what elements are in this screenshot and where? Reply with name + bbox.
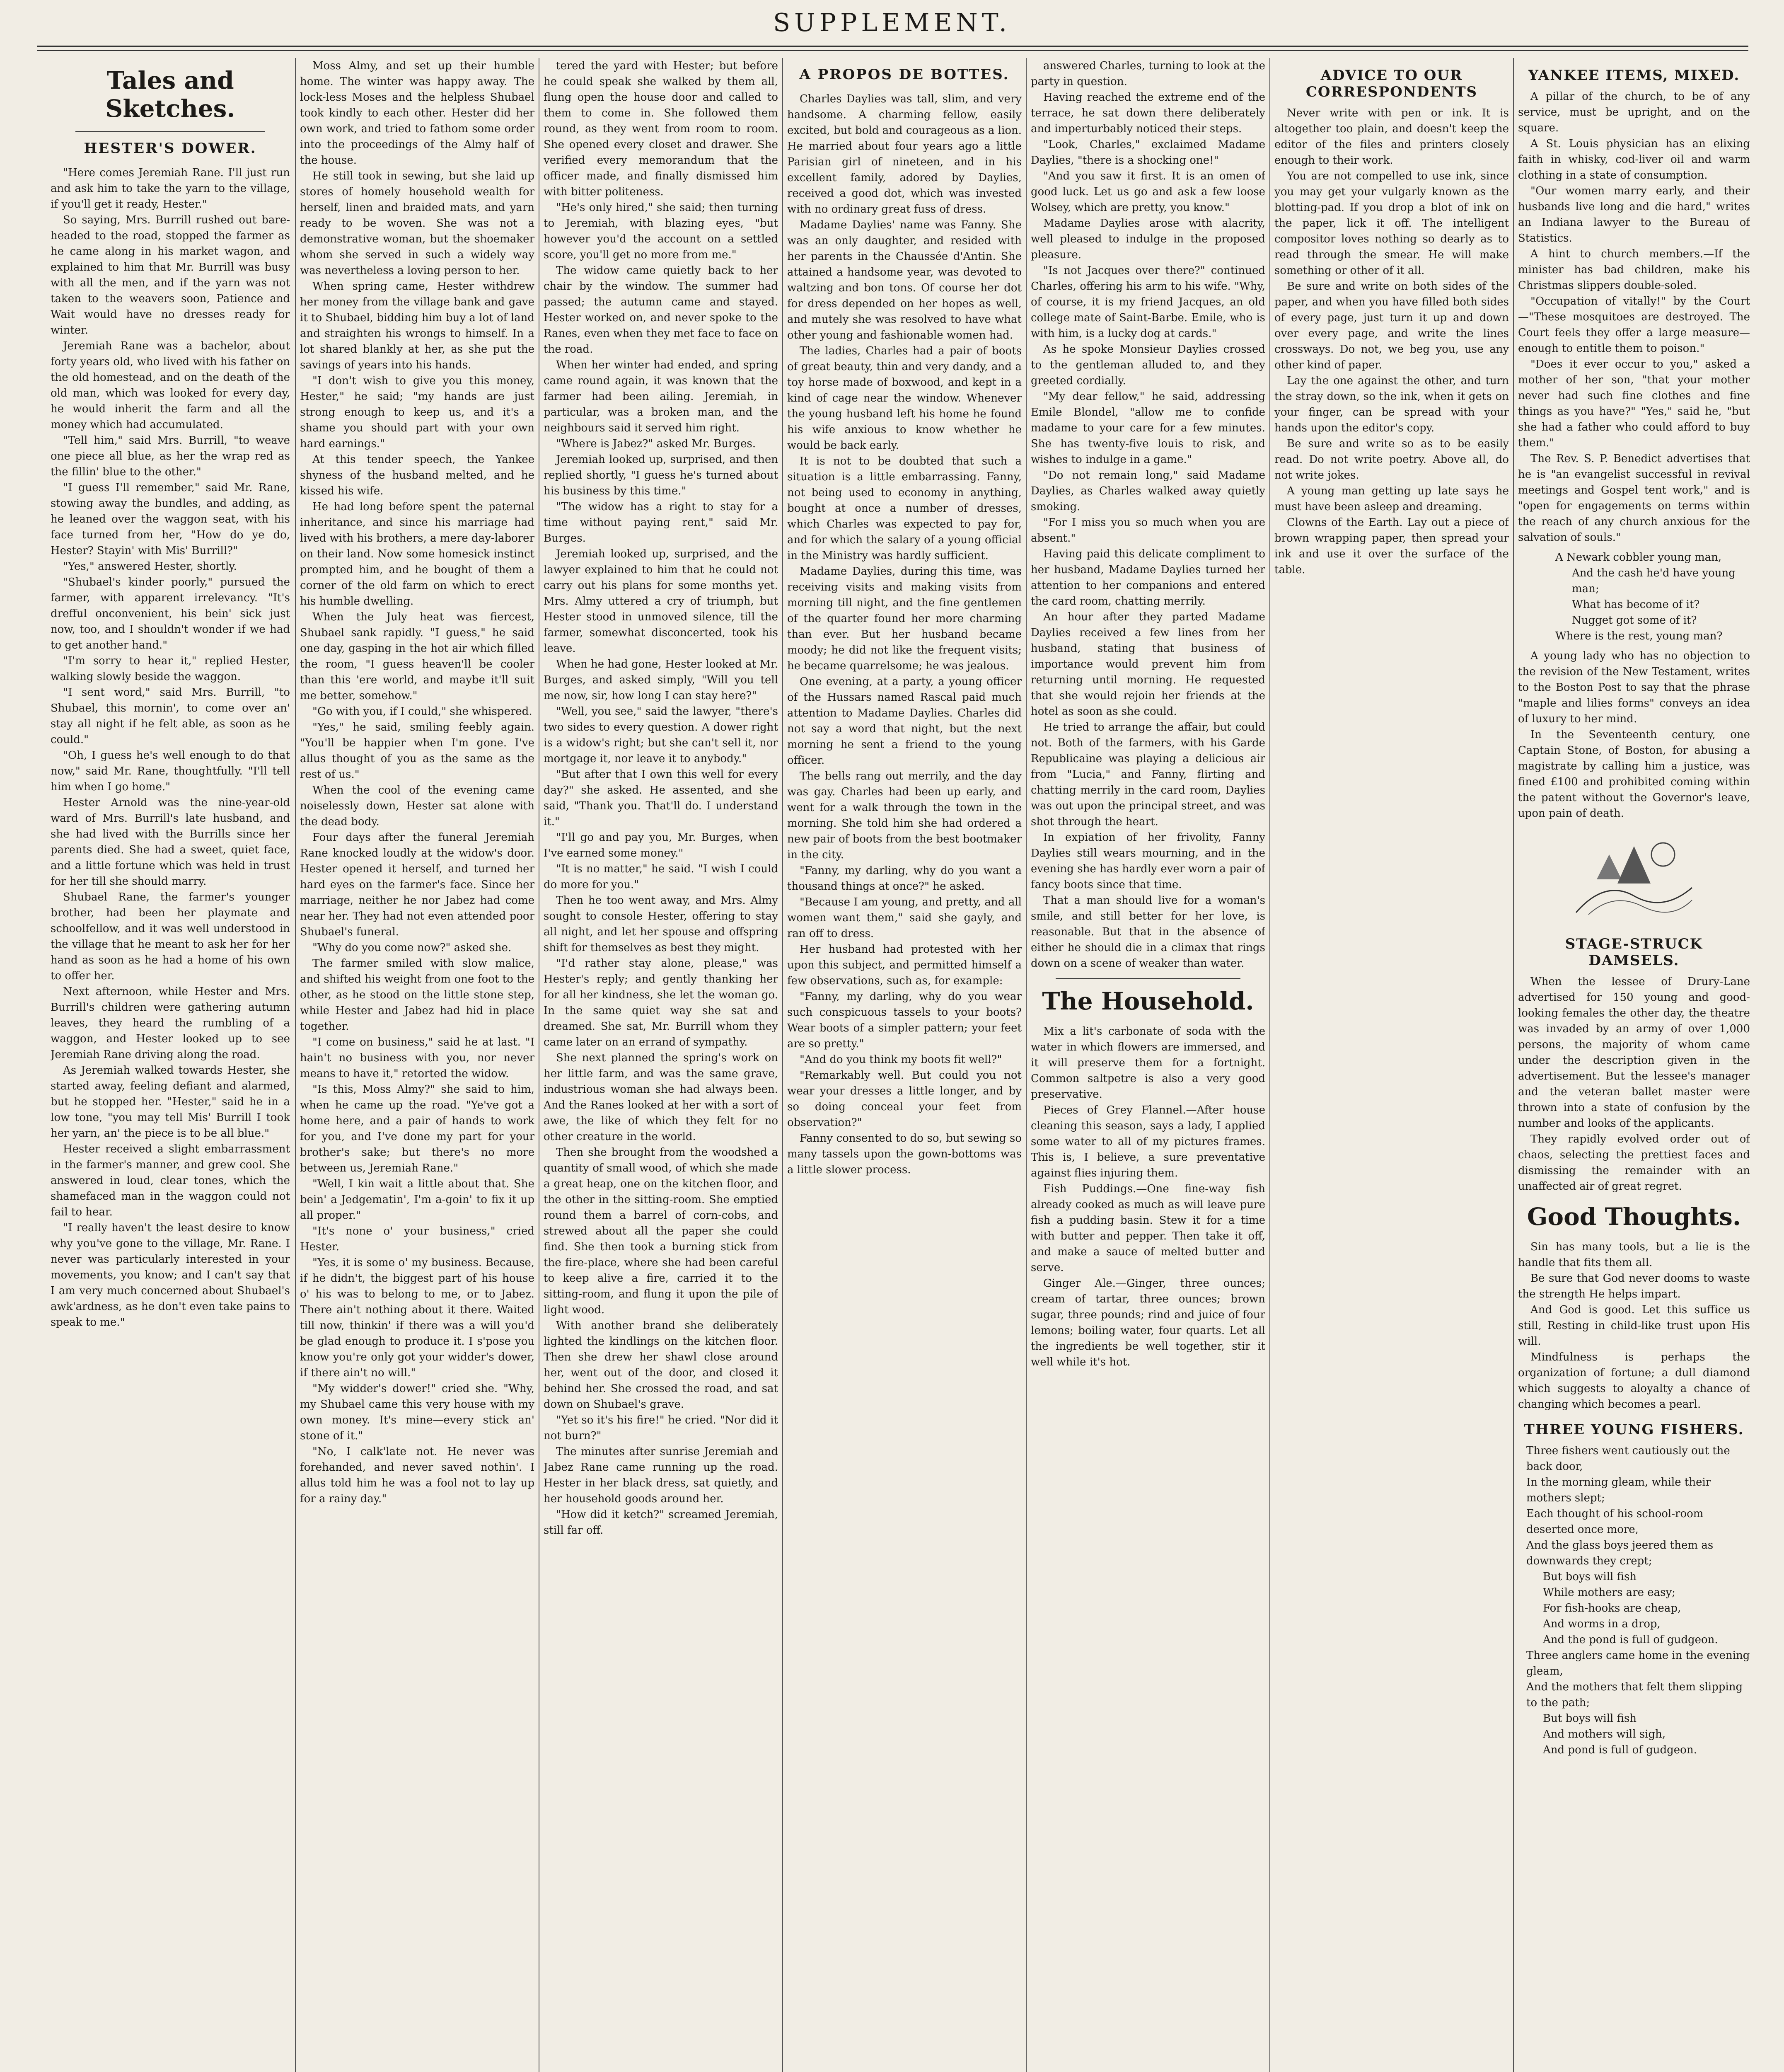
paragraph: Sin has many tools, but a lie is the handle that fits them all. [1518, 1241, 1750, 1269]
paragraph: One evening, at a party, a young officer of the Hussars named Rascal paid much attention to Madame Daylies. Charles did not say a word that night, but the next morning he sent a friend to the young officer. [787, 675, 1022, 767]
paragraph: The widow came quietly back to her chair by the window. The summer had passed; the autumn came and stayed. Hester worked on, and never spoke to the Ranes, even when they met face to face on the road. [544, 264, 778, 356]
fishers-poem [1518, 1443, 1750, 1758]
paragraph: A young lady who has no objection to the revision of the New Testament, writes to the Boston Post to say that the phrase "maple and lilies forms" conveys an idea of luxury to her mind. [1518, 650, 1750, 725]
column-divider [1026, 58, 1027, 2072]
paragraph: Pieces of Grey Flannel.—After house cleaning this season, says a lady, I applied some water to all of my pictures frames. This is, I believe, a sure preventative against flies injuring them. [1031, 1104, 1265, 1179]
paragraph: "I'd rather stay alone, please," was Hester's reply; and gently thanking her for all her kindness, she let the woman go. In the same quiet way she sat and dreamed. She sat, Mr. Burrill whom they came later on an errand of sympathy. [544, 957, 778, 1048]
paragraph: "Where is Jabez?" asked Mr. Burges. [556, 438, 756, 450]
cobbler-verse [1518, 549, 1750, 644]
paragraph: "Because I am young, and pretty, and all women want them," said she gayly, and ran off to dress. [787, 896, 1022, 940]
paragraph: When spring came, Hester withdrew her money from the village bank and gave it to Shubael, bidding him buy a lot of land and straighten his wrongs to himself. In a lot shared blankly at her, as she put the savings of years into his hands. [300, 280, 534, 371]
paragraph: "Yes," he said, smiling feebly again. "You'll be happier when I'm gone. I've allus thought of you as the same as the rest of us." [300, 721, 534, 781]
paragraph: Be sure and write on both sides of the paper, and when you have filled both sides of every page, just turn it up and down over every page, and write the lines crossways. Do not, we beg you, use any other kind of paper. [1274, 280, 1509, 371]
paragraph: She next planned the spring's work on her little farm, and was the same grave, industrious woman she had always been. And the Ranes looked at her with a sort of awe, the like of which they felt for no other creature in the world. [544, 1052, 778, 1143]
paragraph: Hester received a slight embarrassment in the farmer's manner, and grew cool. She answered in loud, clear tones, which the shamefaced man in the waggon could not fail to hear. [51, 1143, 290, 1218]
verse-line: And pond is full of gudgeon. [1543, 1744, 1697, 1756]
paragraph: When the lessee of Drury-Lane advertised for 150 young and good-looking females the other day, the theatre was invaded by an army of over 1,000 persons, the majority of whom came under the description given in the advertisement. But the lessee's manager and the veteran ballet master were thrown into a state of confusion by the number and looks of the applicants. [1518, 975, 1750, 1130]
verse-line: And the cash he'd have young man; [1572, 567, 1736, 595]
paragraph: "Does it ever occur to you," asked a mother of her son, "that your mother never had such fine clothes and fine things as you have?" "Yes," said he, "but she had a father who could afford to buy them." [1518, 358, 1750, 449]
paragraph: "And do you think my boots fit well?" [800, 1053, 1002, 1066]
paragraph: In expiation of her frivolity, Fanny Daylies still wears mourning, and in the evening she has hardly ever worn a pair of fancy boots since that time. [1031, 831, 1265, 891]
paragraph: "I'm sorry to hear it," replied Hester, walking slowly beside the waggon. [51, 655, 290, 683]
paragraph: An hour after they parted Madame Daylies received a few lines from her husband, stating that business of importance would prevent him from returning until morning. He requested that she would rejoin her friends at the hotel as soon as she could. [1031, 611, 1265, 718]
paragraph: "I guess I'll remember," said Mr. Rane, stowing away the bundles, and adding, as he leaned over the waggon seat, with his face turned from her, "How do ye do, Hester? Stayin' with Mis' Burrill?" [51, 482, 290, 557]
paragraph: Shubael Rane, the farmer's younger brother, had been her playmate and schoolfellow, and it was well understood in the village that he meant to ask her for her hand as soon as he had a home of his own to offer her. [51, 891, 290, 982]
paragraph: He had long before spent the paternal inheritance, and since his marriage had lived with his brothers, a mere day-laborer on their land. Now some homesick instinct prompted him, and he bought of them a corner of the old farm on which to erect his humble dwelling. [300, 501, 534, 608]
paragraph: The ladies, Charles had a pair of boots of great beauty, thin and very dandy, and a toy horse made of boxwood, and kept in a kind of cage near the window. Whenever the young husband left his home he found his wife anxious to know whether he would be back early. [787, 345, 1022, 452]
paragraph: When her winter had ended, and spring came round again, it was known that the farmer had been ailing. Jeremiah, in particular, was a broken man, and the neighbours said it served him right. [544, 359, 778, 434]
paragraph: With another brand she deliberately lighted the kindlings on the kitchen floor. Then she drew her shawl close around her, went out of the door, and closed it behind her. She crossed the road, and sat down on Shubael's grave. [544, 1319, 778, 1411]
section-title-household: The Household. [1042, 987, 1254, 1015]
paragraph: Jeremiah Rane was a bachelor, about forty years old, who lived with his father on the old homestead, and on the death of the old man, which was looked for every day, he would inherit the farm and all the money which had accumulated. [51, 340, 290, 431]
paragraph: "The widow has a right to stay for a time without paying rent," said Mr. Burges. [544, 501, 778, 545]
paragraph: The minutes after sunrise Jeremiah and Jabez Rane came running up the road. Hester in her black dress, sat quietly, and her household goods around her. [544, 1445, 778, 1505]
paragraph: When he had gone, Hester looked at Mr. Burges, and asked simply, "Will you tell me now, sir, how long I can stay here?" [544, 658, 778, 702]
paragraph: A hint to church members.—If the minister has bad children, make his Christmas slippers double-soled. [1518, 248, 1750, 292]
paragraph: A pillar of the church, to be of any service, must be upright, and on the square. [1518, 90, 1750, 134]
column-divider [782, 58, 783, 2072]
paragraph: "For I miss you so much when you are absent." [1031, 516, 1265, 545]
paragraph: Mindfulness is perhaps the organization of fortune; a dull diamond which suggests to aloyalty a chance of changing which becomes a pearl. [1518, 1351, 1750, 1411]
paragraph: A young man getting up late says he must have been asleep and dreaming. [1274, 485, 1509, 513]
stage-struck-title: STAGE-STRUCK DAMSELS. [1565, 936, 1703, 969]
verse-line: While mothers are easy; [1543, 1586, 1675, 1599]
column-divider [295, 58, 296, 2072]
verse-line: What has become of it? [1572, 598, 1700, 611]
stage-struck-body [1518, 974, 1750, 1194]
verse-line: And the mothers that felt them slipping to the path; [1526, 1681, 1743, 1709]
paragraph: Clowns of the Earth. Lay out a piece of brown wrapping paper, then spread your ink and use it over the surface of the table. [1274, 516, 1509, 576]
paragraph: "How did it ketch?" screamed Jeremiah, still far off. [544, 1508, 778, 1537]
paragraph: In the Seventeenth century, one Captain Stone, of Boston, for abusing a magistrate by calling him a justice, was fined £100 and prohibited coming within the patent without the Governor's leave, upon pain of death. [1518, 729, 1750, 820]
paragraph: So saying, Mrs. Burrill rushed out bare-headed to the road, stopped the farmer as he came along in his market wagon, and explained to him that Mr. Burrill was busy with all the men, and if the yarn was not taken to the weavers soon, Patience and Wait would have no dresses ready for winter. [51, 214, 290, 336]
paragraph: Having reached the extreme end of the terrace, he sat down there deliberately and imperturbably noticed their steps. [1031, 91, 1265, 135]
three-young-fishers-title: THREE YOUNG FISHERS. [1524, 1421, 1744, 1438]
paragraph: You are not compelled to use ink, since you may get your vulgarly known as the blotting-pad. If you drop a blot of ink on the paper, lick it off. The intelligent compositor loves nothing so dearly as to read through the smear. He will make something or other of it all. [1274, 170, 1509, 277]
paragraph: "Remarkably well. But could you not wear your dresses a little longer, and by so doing conceal your feet from observation?" [787, 1069, 1022, 1129]
paragraph: "Tell him," said Mrs. Burrill, "to weave one piece all blue, as her the wrap red as the fillin' blue to the other." [51, 434, 290, 478]
verse-line: And worms in a drop, [1543, 1618, 1661, 1630]
good-thoughts-body [1518, 1239, 1750, 1412]
paragraph: "Here comes Jeremiah Rane. I'll just run and ask him to take the yarn to the village, if you'll get it ready, Hester." [51, 167, 290, 211]
paragraph: Mix a lit's carbonate of soda with the water in which flowers are immersed, and it will preserve them for a fortnight. Common saltpetre is also a very good preservative. [1031, 1025, 1265, 1101]
verse-line: But boys will fish [1543, 1712, 1637, 1725]
paragraph: Four days after the funeral Jeremiah Rane knocked loudly at the widow's door. Hester opened it herself, and turned her hard eyes on the farmer's face. Since her marriage, neither he nor Jabez had come near her. They had not even attended poor Shubael's funeral. [300, 831, 534, 938]
paragraph: Ginger Ale.—Ginger, three ounces; cream of tartar, three ounces; brown sugar, three pounds; rind and juice of four lemons; boiling water, four quarts. Let all the ingredients be well together, stir it well while it's hot. [1031, 1277, 1265, 1368]
household-body [1031, 1024, 1265, 1370]
paragraph: "Go with you, if I could," she whispered. [312, 705, 532, 718]
paragraph: Jeremiah looked up, surprised, and the lawyer explained to him that he could not carry out his plans for some months yet. Mrs. Almy uttered a cry of triumph, but Hester stood in unmoved silence, till the farmer, somewhat disconcerted, took his leave. [544, 548, 778, 655]
verse-line: Each thought of his school-room deserted once more, [1526, 1508, 1704, 1536]
yankee-items-body-2 [1518, 648, 1750, 821]
paragraph: Never write with pen or ink. It is altogether too plain, and doesn't keep the editor of the files and printers closely enough to their work. [1274, 107, 1509, 167]
verse-line: Three anglers came home in the evening gleam, [1526, 1649, 1750, 1677]
title-rule [75, 131, 265, 132]
column-divider [1269, 58, 1270, 2072]
column-4 [787, 58, 1022, 2072]
paragraph: Madame Daylies arose with alacrity, well pleased to indulge in the proposed pleasure. [1031, 217, 1265, 261]
paragraph: At this tender speech, the Yankee shyness of the husband melted, and he kissed his wife. [300, 453, 534, 497]
good-thoughts-title: Good Thoughts. [1527, 1203, 1741, 1231]
paragraph: The bells rang out merrily, and the day was gay. Charles had been up early, and went for a walk through the town in the morning. She told him she had ordered a new pair of boots from the best bootmaker in the city. [787, 770, 1022, 861]
paragraph: "I really haven't the least desire to know why you've gone to the village, Mr. Rane. I never was particularly interested in your movements, you know; and I can't say that I am very much concerned about Shubael's awk'ardness, as he don't even take pains to speak to me." [51, 1222, 290, 1329]
paragraph: Fish Puddings.—One fine-way fish already cooked as much as will leave pure fish a pudding basin. Stew it for a time with butter and pepper. Then take it off, and make a sauce of melted butter and serve. [1031, 1183, 1265, 1274]
section-title-tales: Tales and Sketches. [105, 66, 235, 123]
column-2 [300, 58, 534, 2072]
verse-line: Three fishers went cautiously out the back door, [1526, 1445, 1730, 1473]
decorative-landscape-icon [1572, 830, 1696, 925]
paragraph: He tried to arrange the affair, but could not. Both of the farmers, with his Garde Republicaine was playing a delicious air from "Lucia," and Fanny, flirting and chatting merrily in the card room, Daylies was out upon the principal street, and was shot through the heart. [1031, 721, 1265, 828]
paragraph: "Do not remain long," said Madame Daylies, as Charles walked away quietly smoking. [1031, 469, 1265, 513]
paragraph: "It's none o' your business," cried Hester. [300, 1225, 534, 1253]
paragraph: And God is good. Let this suffice us still, Resting in child-like trust upon His will. [1518, 1304, 1750, 1348]
paragraph: "He's only hired," she said; then turning to Jeremiah, with blazing eyes, "but however you'd the account on a settled score, you'll get no more from me." [544, 201, 778, 261]
verse-line: But boys will fish [1543, 1571, 1637, 1583]
header-rule [37, 46, 1748, 51]
paragraph: "Yes," answered Hester, shortly. [63, 560, 237, 573]
paragraph: He still took in sewing, but she laid up stores of homely household wealth for herself, linen and braided mats, and yarn ready to be woven. She was not a demonstrative woman, but the shoemaker whom she served in such a widely way was nevertheless a loving person to her. [300, 170, 534, 277]
paragraph: Madame Daylies' name was Fanny. She was an only daughter, and resided with her parents in the Chaussée d'Antin. She attained a handsome year, was devoted to waltzing and bon tons. Of course her dot for dress depended on her hopes as well, and mutely she was resolved to have what other young and fashionable women had. [787, 219, 1022, 341]
column-1 [51, 58, 290, 2072]
verse-line: In the morning gleam, while their mothers slept; [1526, 1476, 1711, 1504]
paragraph: "I don't wish to give you this money, Hester," he said; "my hands are just strong enough to keep us, and it's a shame you should part with your own hard earnings." [300, 375, 534, 450]
article-title-a-propos: A PROPOS DE BOTTES. [799, 66, 1010, 83]
paragraph: "Well, I kin wait a little about that. She bein' a Jedgematin', I'm a-goin' to fix it up all proper." [300, 1178, 534, 1222]
paragraph: "My widder's dower!" cried she. "Why, my Shubael came this very house with my own money. It's mine—every stick an' stone of it." [300, 1382, 534, 1442]
paragraph: "Oh, I guess he's well enough to do that now," said Mr. Rane, thoughtfully. "I'll tell him when I go home." [51, 749, 290, 793]
verse-line: For fish-hooks are cheap, [1543, 1602, 1681, 1615]
story-title: HESTER'S DOWER. [84, 140, 257, 157]
page-header [0, 0, 1784, 66]
column-6 [1274, 58, 1509, 2072]
supplement-heading: SUPPLEMENT. [773, 8, 1011, 37]
paragraph: "I come on business," said he at last. "I hain't no business with you, nor never means to have it," retorted the widow. [300, 1036, 534, 1080]
paragraph: When the July heat was fiercest, Shubael sank rapidly. "I guess," he said one day, gasping in the hot air which filled the room, "I guess heaven'll be cooler than this 'ere world, and maybe it'll suit me better, somehow." [300, 611, 534, 702]
story-body-continued [300, 58, 534, 1507]
paragraph: That a man should live for a woman's smile, and still better for her love, is reasonable. But that in the absence of either he should die in a climax that rings down on a scene of weaker than water. [1031, 894, 1265, 970]
engraved-illustration [1518, 830, 1750, 927]
paragraph: "I sent word," said Mrs. Burrill, "to Shubael, this mornin', to come over an' stay all night if he felt able, as soon as he could." [51, 686, 290, 746]
paragraph: A St. Louis physician has an elixing faith in whisky, cod-liver oil and warm clothing in a state of consumption. [1518, 138, 1750, 182]
verse-line: And the glass boys jeered them as downwards they crept; [1526, 1539, 1714, 1567]
verse-line: And mothers will sigh, [1543, 1728, 1666, 1740]
paragraph: "Yes, it is some o' my business. Because, if he didn't, the biggest part of his house o' his was to belong to me, or to Jabez. There ain't nothing about it there. Waited till now, thinkin' if there was a will you'd be glad enough to produce it. I s'pose you know you're only got your widder's dower, if there ain't no will." [300, 1256, 534, 1379]
column-7 [1518, 58, 1750, 2072]
column-3 [544, 58, 778, 2072]
paragraph: Be sure and write so as to be easily read. Do not write poetry. Above all, do not write jokes. [1274, 438, 1509, 482]
paragraph: "But after that I own this well for every day?" she asked. He assented, and she said, "Thank you. That'll do. I understand it." [544, 768, 778, 828]
paragraph: answered Charles, turning to look at the party in question. [1031, 60, 1265, 88]
paragraph: Charles Daylies was tall, slim, and very handsome. A charming fellow, easily excited, but bold and courageous as a lion. He married about four years ago a little Parisian girl of nineteen, and in his excellent family, adored by Daylies, received a good dot, which was invested with no ordinary great fuss of dress. [787, 93, 1022, 215]
paragraph: Fanny consented to do so, but sewing so many tassels upon the gown-bottoms was a little slower process. [787, 1132, 1022, 1176]
verse-line: And the pond is full of gudgeon. [1543, 1634, 1718, 1646]
paragraph: Then she brought from the woodshed a quantity of small wood, of which she made a great heap, one on the kitchen floor, and the other in the sitting-room. She emptied round them a barrel of corn-cobs, and strewed about all the paper she could find. She then took a burning stick from the fire-place, where she had been careful to keep alive a fire, carried it to the sitting-room, and flung it upon the pile of light wood. [544, 1146, 778, 1316]
column-5 [1031, 58, 1265, 2072]
paragraph: "Is this, Moss Almy?" she said to him, when he came up the road. "Ye've got a home here, and a pair of hands to work for you, and I've done my part for your brother's sake; but there's no more between us, Jeremiah Rane." [300, 1083, 534, 1174]
paragraph: "Look, Charles," exclaimed Madame Daylies, "there is a shocking one!" [1031, 138, 1265, 167]
paragraph: "Fanny, my darling, why do you want a thousand things at once?" he asked. [787, 864, 1022, 893]
story-body [51, 165, 290, 1330]
paragraph: tered the yard with Hester; but before he could speak she walked by them all, flung open the house door and called to them to come in. She followed them round, as they went from room to room. She opened every closet and drawer. She verified every memorandum that the officer made, and finally dismissed him with bitter politeness. [544, 60, 778, 198]
verse-line: Nugget got some of it? [1572, 614, 1697, 627]
paragraph: The farmer smiled with slow malice, and shifted his weight from one foot to the other, as he stood on the little stone step, while Hester and Jabez had hid in place together. [300, 957, 534, 1033]
paragraph: As Jeremiah walked towards Hester, she started away, feeling defiant and alarmed, but he stopped her. "Hester," said he in a low tone, "you may tell Mis' Burrill I took her yarn, an' the piece is to be all blue." [51, 1064, 290, 1140]
article-body [787, 91, 1022, 1178]
paragraph: Lay the one against the other, and turn the stray down, so the ink, when it gets on your finger, can be spread with your hands upon the editor's copy. [1274, 375, 1509, 434]
paragraph: When the cool of the evening came noiselessly down, Hester sat alone with the dead body. [300, 784, 534, 828]
paragraph: Be sure that God never dooms to waste the strength He helps impart. [1518, 1272, 1750, 1300]
paragraph: "Is not Jacques over there?" continued Charles, offering his arm to his wife. "Why, of course, it is my friend Jacques, an old college mate of Saint-Barbe. Emile, who is with him, is a lucky dog at cards." [1031, 264, 1265, 340]
yankee-items-body [1518, 89, 1750, 545]
paragraph: "I'll go and pay you, Mr. Burges, when I've earned some money." [544, 831, 778, 859]
paragraph: Hester Arnold was the nine-year-old ward of Mrs. Burrill's late husband, and she had lived with the Burrills since her parents died. She had a sweet, quiet face, and a little fortune which was held in trust for her till she should marry. [51, 796, 290, 888]
paragraph: "Why do you come now?" asked she. [312, 942, 512, 954]
paragraph: "It is no matter," he said. "I wish I could do more for you." [544, 863, 778, 891]
paragraph: They rapidly evolved order out of chaos, selecting the prettiest faces and dismissing the remainder with an unaffected air of great regret. [1518, 1133, 1750, 1193]
paragraph: "Our women marry early, and their husbands live long and die hard," writes an Indiana lawyer to the Bureau of Statistics. [1518, 185, 1750, 244]
paragraph: Then he too went away, and Mrs. Almy sought to console Hester, offering to stay all night, and let her spouse and offspring shift for themselves as best they might. [544, 894, 778, 954]
story-body-continued [544, 58, 778, 1538]
paragraph: Her husband had protested with her upon this subject, and permitted himself a few observations, such as, for example: [787, 943, 1022, 987]
verse-line: Where is the rest, young man? [1555, 630, 1723, 642]
paragraph: It is not to be doubted that such a situation is a little embarrassing. Fanny, not being used to economy in anything, bought at once a number of dresses, which Charles was expected to pay for, and for which the salary of a young official in the Ministry was hardly sufficient. [787, 455, 1022, 562]
paragraph: "My dear fellow," he said, addressing Emile Blondel, "allow me to confide madame to your care for a few minutes. She has twenty-five louis to risk, and wishes to indulge in a game." [1031, 390, 1265, 466]
paragraph: Next afternoon, while Hester and Mrs. Burrill's children were gathering autumn leaves, they heard the rumbling of a waggon, and Hester looked up to see Jeremiah Rane driving along the road. [51, 985, 290, 1061]
verse-line: A Newark cobbler young man, [1555, 551, 1722, 564]
paragraph: Jeremiah looked up, surprised, and then replied shortly, "I guess he's turned about his business by this time." [544, 453, 778, 497]
article-body-continued [1031, 58, 1265, 971]
paragraph: Having paid this delicate compliment to her husband, Madame Daylies turned her attention to her companions and entered the card room, chatting merrily. [1031, 548, 1265, 608]
paragraph: The Rev. S. P. Benedict advertises that he is "an evangelist successful in revival meetings and Gospel tent work," and is "open for engagements on terms within the reach of any church anxious for the salvation of souls." [1518, 453, 1750, 544]
paragraph: "Fanny, my darling, why do you wear such conspicuous tassels to your boots? Wear boots of a simpler pattern; your feet are so pretty." [787, 990, 1022, 1050]
paragraph: "Shubael's kinder poorly," pursued the farmer, with apparent irrelevancy. "It's drefful onconvenient, his bein' sick just now, too, and I shouldn't wonder if we had to get another hand." [51, 576, 290, 651]
paragraph: "Occupation of vitally!" by the Court—"These mosquitoes are destroyed. The Court feels they offer a large measure—enough to entitle them to poison." [1518, 295, 1750, 355]
advice-title: ADVICE TO OUR CORRESPONDENTS [1305, 67, 1478, 100]
paragraph: "And you saw it first. It is an omen of good luck. Let us go and ask a few loose Wolsey, which are pretty, you know." [1031, 170, 1265, 214]
advice-body [1274, 105, 1509, 578]
yankee-items-title: YANKEE ITEMS, MIXED. [1528, 67, 1740, 84]
section-rule [1056, 978, 1240, 979]
paragraph: "Yet so it's his fire!" he cried. "Nor did it not burn?" [544, 1414, 778, 1442]
column-divider [1513, 58, 1514, 2072]
paragraph: "No, I calk'late not. He never was forehanded, and never saved nothin'. I allus told him he was a fool not to lay up for a rainy day." [300, 1445, 534, 1505]
paragraph: Madame Daylies, during this time, was receiving visits and making visits from morning till night, and the fine gentlemen of the quarter found her more charming than ever. But her husband became moody; he did not like the frequent visits; he became quarrelsome; he was jealous. [787, 565, 1022, 672]
paragraph: As he spoke Monsieur Daylies crossed to the gentleman alluded to, and they greeted cordially. [1031, 343, 1265, 387]
paragraph: "Well, you see," said the lawyer, "there's two sides to every question. A dower right is a widow's right; but she can't sell it, nor mortgage it, nor leave it to anybody." [544, 705, 778, 765]
paragraph: Moss Almy, and set up their humble home. The winter was happy away. The lock-less Moses and the helpless Shubael took kindly to each other. Hester did her own work, and tried to fathom some order into the proceedings of the Almy half of the house. [300, 60, 534, 167]
